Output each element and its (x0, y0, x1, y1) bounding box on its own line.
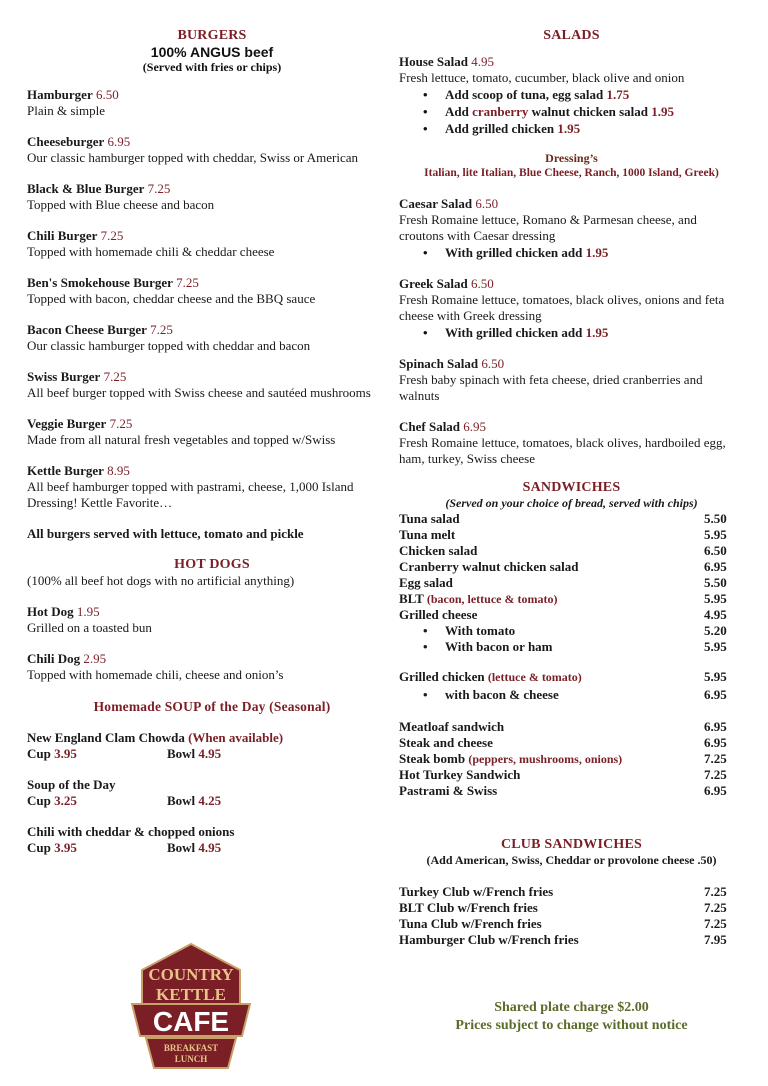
item-name: Black & Blue Burger (27, 181, 145, 196)
hotdog-item (27, 604, 397, 636)
sandwich-row (399, 511, 744, 527)
item-name: Ben's Smokehouse Burger (27, 275, 173, 290)
cup-price: 3.25 (54, 793, 77, 808)
club-note: (Add American, Swiss, Cheddar or provolone cheese .50) (426, 853, 717, 867)
addon-price: 1.75 (606, 87, 630, 102)
item-name: Hot Turkey Sandwich (399, 767, 521, 782)
cup-price: 3.95 (54, 840, 77, 855)
item-desc: Fresh Romaine lettuce, tomatoes, black olives, hardboiled egg, ham, turkey, Swiss cheese (399, 435, 726, 466)
bowl-label: Bowl 4.95 (167, 840, 222, 855)
sandwich-row (399, 900, 744, 916)
sandwich-row (399, 884, 744, 900)
shared-plate-note: Shared plate charge $2.00 (494, 1000, 649, 1015)
grilled-chicken-block (399, 669, 744, 705)
item-name: Meatloaf sandwich (399, 719, 505, 734)
sandwiches-note: (Served on your choice of bread, served with chips) (445, 496, 698, 510)
item-desc: Topped with Blue cheese and bacon (27, 197, 215, 212)
bowl-price: 4.95 (198, 746, 222, 761)
item-extra: (bacon, lettuce & tomato) (426, 592, 558, 606)
item-name: Veggie Burger (27, 416, 107, 431)
sandwich-row (399, 607, 744, 623)
item-name: Greek Salad (399, 276, 468, 291)
burger-item (27, 275, 397, 307)
item-desc: Grilled on a toasted bun (27, 620, 152, 635)
soup-item (27, 824, 397, 856)
item-price: 2.95 (83, 651, 107, 666)
club-list (399, 884, 744, 948)
burger-item (27, 228, 397, 260)
item-extra: (When available) (188, 730, 284, 745)
item-price: 5.50 (704, 511, 727, 526)
item-name: Egg salad (399, 575, 453, 590)
dressing-title: Dressing’s (545, 151, 598, 165)
caesar-addon: • With grilled chicken add 1.95 (445, 244, 744, 261)
item-price: 7.25 (704, 767, 727, 782)
cup-label: Cup 3.95 (27, 746, 77, 761)
item-price: 5.95 (704, 527, 727, 542)
item-name: Bacon Cheese Burger (27, 322, 147, 337)
soup-list (27, 730, 397, 856)
cup-label: Cup 3.25 (27, 793, 77, 808)
sandwich-row: Grilled chicken (lettuce & tomato) 5.95 (399, 669, 727, 684)
sandwich-row (399, 735, 744, 751)
item-name: BLT (bacon, lettuce & tomato) (399, 591, 558, 606)
burger-item (27, 322, 397, 354)
item-price: 6.95 (704, 735, 727, 750)
sandwich-addon-row: • with bacon & cheese 6.95 (399, 685, 744, 705)
item-name: Grilled cheese (399, 607, 478, 622)
item-desc: Fresh Romaine lettuce, Romano & Parmesan cheese, and croutons with Caesar dressing (399, 212, 697, 243)
burger-list (27, 87, 397, 511)
item-name: Chili Burger (27, 228, 98, 243)
sandwiches-title: SANDWICHES (522, 480, 621, 495)
addon-price: 1.95 (557, 121, 581, 136)
item-name: Chili with cheddar & chopped onions (27, 824, 235, 839)
cup-price: 3.95 (54, 746, 77, 761)
chef-salad (399, 419, 744, 467)
item-price: 7.25 (704, 916, 727, 931)
item-name: BLT Club w/French fries (399, 900, 538, 915)
item-price: 6.50 (95, 87, 119, 102)
item-desc: All beef burger topped with Swiss cheese and sautéed mushrooms (27, 385, 371, 400)
item-name: Hamburger Club w/French fries (399, 932, 579, 947)
spinach-salad (399, 356, 744, 404)
logo-line5: LUNCH (174, 1054, 208, 1064)
hotdog-list (27, 604, 397, 683)
item-name: Cheeseburger (27, 134, 105, 149)
item-price: 6.95 (107, 134, 131, 149)
item-price: 5.95 (704, 639, 727, 654)
soup-item (27, 730, 397, 762)
salads-title: SALADS (543, 28, 600, 43)
house-salad (399, 54, 744, 137)
item-price: 6.50 (471, 276, 494, 291)
item-desc: Plain & simple (27, 103, 105, 118)
item-price: 5.95 (704, 591, 727, 606)
item-price: 5.50 (704, 575, 727, 590)
item-price: 7.25 (704, 884, 727, 899)
item-price: 7.25 (103, 369, 127, 384)
bowl-price: 4.25 (198, 793, 222, 808)
item-price: 1.95 (76, 604, 100, 619)
house-addons (399, 86, 744, 137)
cup-bowl-row (27, 746, 397, 762)
cup-bowl-row (27, 840, 397, 856)
bowl-price: 4.95 (198, 840, 222, 855)
addon-accent: cranberry (472, 104, 529, 119)
price-change-note: Prices subject to change without notice (455, 1018, 688, 1033)
item-name: Steak and cheese (399, 735, 493, 750)
item-price: 5.20 (704, 623, 727, 638)
item-desc: Fresh Romaine lettuce, tomatoes, black olives, onions and feta cheese with Greek dressing (399, 292, 725, 323)
item-name: Hamburger (27, 87, 93, 102)
item-extra: (peppers, mushrooms, onions) (468, 752, 623, 766)
sandwich-row (399, 719, 744, 735)
grilled-cheese-addons (399, 623, 744, 655)
sandwich-row (399, 575, 744, 591)
addon-price: 1.95 (651, 104, 674, 119)
burger-item (27, 134, 397, 166)
item-name: Tuna salad (399, 511, 460, 526)
item-price: 6.95 (704, 719, 727, 734)
item-price: 7.25 (176, 275, 199, 290)
soup-item (27, 777, 397, 809)
sandwich-group1 (399, 511, 744, 623)
item-name: Hot Dog (27, 604, 74, 619)
item-desc: Made from all natural fresh vegetables and topped w/Swiss (27, 432, 336, 447)
item-desc: Fresh lettuce, tomato, cucumber, black olive and onion (399, 70, 685, 85)
dressing-block (399, 151, 744, 181)
logo-line4: BREAKFAST (163, 1043, 219, 1053)
caesar-salad (399, 196, 744, 261)
sandwich-group2 (399, 719, 744, 799)
item-desc: Our classic hamburger topped with cheddar, Swiss or American (27, 150, 359, 165)
burger-item (27, 181, 397, 213)
logo-line3: CAFE (152, 1006, 230, 1037)
dressing-list: Italian, lite Italian, Blue Cheese, Ranch, 1000 Island, Greek) (424, 167, 719, 179)
burgers-subtitle: 100% ANGUS beef (150, 44, 274, 60)
sandwich-row (399, 527, 744, 543)
item-price: 7.25 (704, 751, 727, 766)
sandwich-row (399, 559, 744, 575)
item-name: Pastrami & Swiss (399, 783, 498, 798)
soup-title: Homemade SOUP of the Day (Seasonal) (93, 699, 331, 714)
house-addon: • Add grilled chicken 1.95 (445, 120, 744, 137)
item-name: Chef Salad (399, 419, 461, 434)
item-price: 6.50 (704, 543, 727, 558)
item-price: 6.50 (475, 196, 499, 211)
left-column (27, 28, 397, 856)
country-kettle-cafe-logo (128, 940, 254, 1072)
item-price: 6.50 (481, 356, 505, 371)
burgers-title: BURGERS (177, 28, 247, 43)
item-price: 7.25 (150, 322, 173, 337)
sandwich-addon-row (399, 623, 744, 639)
burger-item (27, 416, 397, 448)
greek-addon: • With grilled chicken add 1.95 (445, 324, 744, 341)
item-name: • With bacon or ham (399, 639, 553, 655)
item-name: Turkey Club w/French fries (399, 884, 554, 899)
logo-line2: KETTLE (156, 985, 226, 1004)
sandwich-row (399, 932, 744, 948)
item-desc: Topped with homemade chili & cheddar cheese (27, 244, 275, 259)
logo-line1: COUNTRY (148, 965, 234, 984)
item-price: 6.95 (704, 783, 727, 798)
burger-item (27, 463, 397, 511)
item-desc: All beef hamburger topped with pastrami, cheese, 1,000 Island Dressing! Kettle Favorite… (27, 479, 354, 510)
item-price: 7.25 (100, 228, 124, 243)
item-desc: Topped with homemade chili, cheese and onion’s (27, 667, 284, 682)
burgers-note: (Served with fries or chips) (142, 60, 282, 74)
item-name: Chicken salad (399, 543, 478, 558)
item-name: Steak bomb (peppers, mushrooms, onions) (399, 751, 623, 766)
item-price: 6.95 (704, 559, 727, 574)
item-name: Chili Dog (27, 651, 81, 666)
item-name: Tuna Club w/French fries (399, 916, 542, 931)
hotdogs-title: HOT DOGS (174, 557, 250, 572)
right-column (399, 28, 744, 948)
item-name: Soup of the Day (27, 777, 116, 792)
bowl-label: Bowl 4.95 (167, 746, 222, 761)
house-addon: • Add cranberry walnut chicken salad 1.95 (445, 103, 744, 120)
item-name: Kettle Burger (27, 463, 104, 478)
sandwich-row (399, 543, 744, 559)
item-desc: Our classic hamburger topped with cheddar and bacon (27, 338, 311, 353)
item-name: Spinach Salad (399, 356, 479, 371)
cup-bowl-row (27, 793, 397, 809)
item-name: • With tomato (399, 623, 515, 639)
cup-label: Cup 3.95 (27, 840, 77, 855)
hotdog-item (27, 651, 397, 683)
sandwich-addon-row (399, 639, 744, 655)
item-name: Caesar Salad (399, 196, 473, 211)
item-price: 7.25 (704, 900, 727, 915)
sandwich-row (399, 767, 744, 783)
item-desc: Fresh baby spinach with feta cheese, dried cranberries and walnuts (399, 372, 703, 403)
item-name: Cranberry walnut chicken salad (399, 559, 579, 574)
item-price: 7.25 (109, 416, 133, 431)
item-price: 4.95 (704, 607, 727, 622)
sandwich-row (399, 591, 744, 607)
item-name: Tuna melt (399, 527, 456, 542)
bowl-label: Bowl 4.25 (167, 793, 222, 808)
item-name: House Salad (399, 54, 468, 69)
item-price: 4.95 (471, 54, 494, 69)
item-price: 6.95 (463, 419, 487, 434)
club-title: CLUB SANDWICHES (500, 837, 643, 852)
burger-item (27, 369, 397, 401)
item-price: 7.25 (147, 181, 171, 196)
sandwich-row (399, 916, 744, 932)
burger-item (27, 87, 397, 119)
item-name: New England Clam Chowda (When available) (27, 730, 284, 745)
house-addon: • Add scoop of tuna, egg salad 1.75 (445, 86, 744, 103)
item-desc: Topped with bacon, cheddar cheese and the BBQ sauce (27, 291, 316, 306)
greek-salad (399, 276, 744, 341)
sandwich-row (399, 751, 744, 767)
item-price: 7.95 (704, 932, 727, 947)
burgers-footer: All burgers served with lettuce, tomato and pickle (27, 526, 304, 541)
sandwich-row (399, 783, 744, 799)
item-price: 8.95 (107, 463, 130, 478)
item-name: Swiss Burger (27, 369, 101, 384)
hotdogs-note: (100% all beef hot dogs with no artificial anything) (27, 573, 295, 588)
